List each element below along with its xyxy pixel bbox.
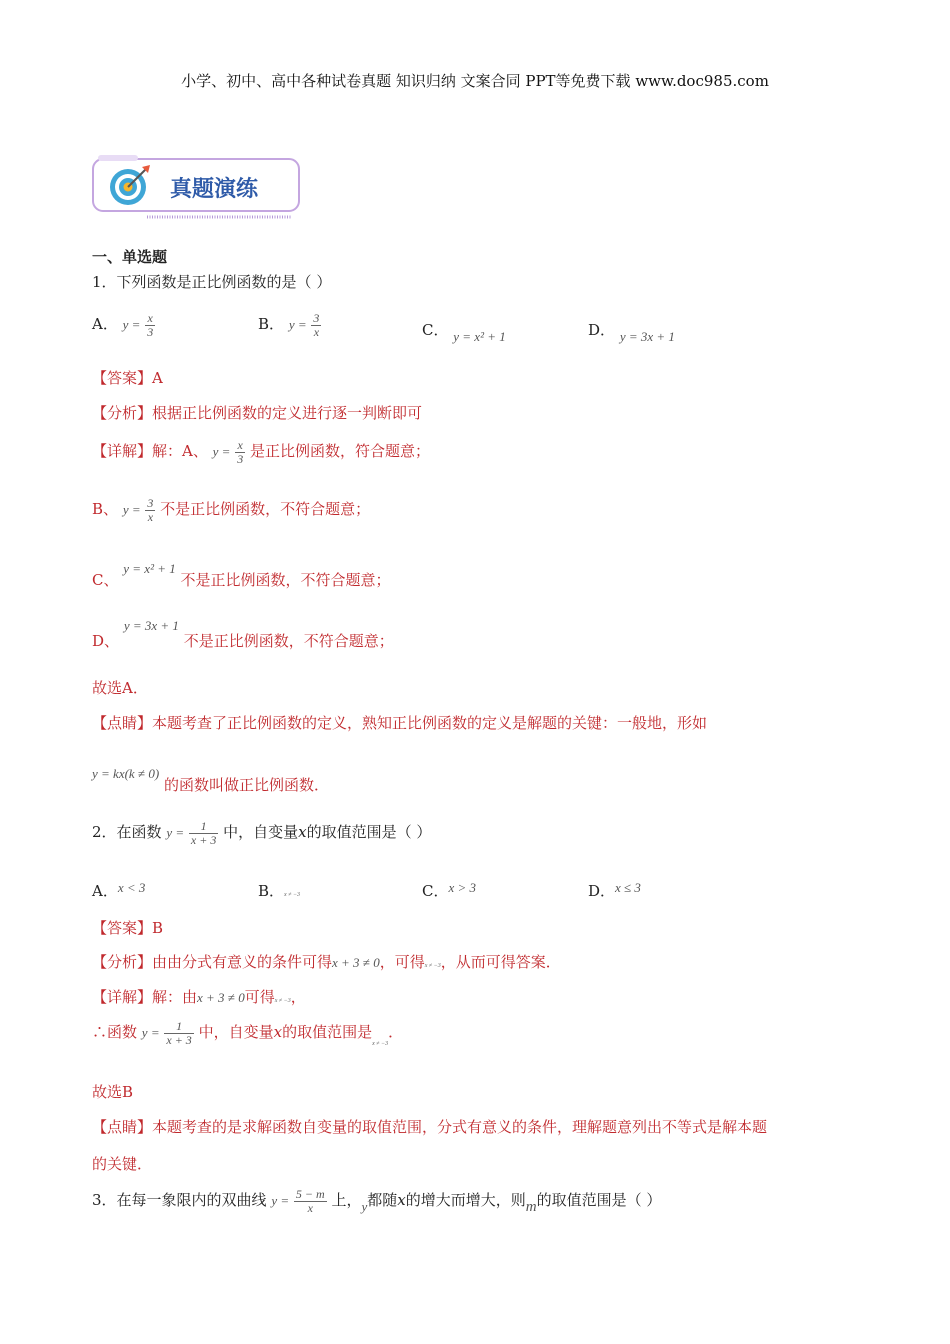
q1-comment: 【点睛】本题考查了正比例函数的定义，熟知正比例函数的定义是解题的关键：一般地，形如	[92, 714, 708, 732]
q1-detail-a: 【详解】解：A、 y = $\frac{x}{3}$ 是正比例函数，符合题意；	[92, 438, 430, 466]
q1-detail-d: D、 y = 3x + 1 不是正比例函数，不符合题意；	[92, 618, 394, 650]
q3-stem: 3．在每一象限内的双曲线 y = $\frac{5 - m}{x}$ 上，y都随x的增大而增大，则m的取值范围是（ ）	[92, 1187, 662, 1216]
option-math: y =	[288, 317, 307, 333]
section-banner	[92, 155, 302, 221]
option-label: B．	[258, 315, 285, 334]
option-label: C．	[422, 321, 449, 339]
q1-option-a: A． y = $\frac{x}{3}$	[92, 311, 154, 339]
q1-detail-c: C、 y = x² + 1 不是正比例函数，不符合题意；	[92, 561, 391, 589]
q2-comment-line2: 的关键．	[92, 1155, 153, 1173]
q1-option-d	[588, 319, 675, 344]
option-math: y =	[122, 317, 141, 333]
q2-analysis: 【分析】由由分式有意义的条件可得x + 3 ≠ 0，可得x ≠ −3，从而可得答案．	[92, 953, 561, 971]
q1-comment-tail: y = kx(k ≠ 0) 的函数叫做正比例函数．	[92, 766, 329, 794]
q1-conclusion: 故选A．	[92, 679, 148, 697]
q2-option-d: D．x ≤ 3	[588, 880, 641, 900]
q1-answer: 【答案】A	[92, 369, 163, 387]
page-header: 小学、初中、高中各种试卷真题 知识归纳 文案合同 PPT等免费下载 www.doc985.com	[181, 72, 769, 90]
q2-option-c: C．x > 3	[422, 880, 477, 900]
option-math: y = 3x + 1	[619, 329, 675, 344]
q2-option-a: A．x < 3	[92, 880, 146, 900]
q1-option-c	[422, 319, 506, 344]
q1-stem: 1．下列函数是正比例函数的是（ ）	[92, 273, 332, 291]
option-math: y = x² + 1	[453, 329, 506, 344]
q1-analysis: 【分析】根据正比例函数的定义进行逐一判断即可	[92, 404, 423, 422]
q2-comment-line1: 【点睛】本题考查的是求解函数自变量的取值范围，分式有意义的条件，理解题意列出不等式是解本题	[92, 1118, 768, 1136]
option-label: D．	[588, 321, 616, 339]
q2-detail: 【详解】解：由x + 3 ≠ 0可得x ≠ −3，	[92, 988, 306, 1006]
banner-title: 真题演练	[170, 177, 259, 202]
q2-stem: 2．在函数 y = $\frac{1}{x + 3}$ 中，自变量x的取值范围是（ ）	[92, 819, 432, 847]
option-label: A．	[92, 315, 118, 334]
q1-option-b: B． y = $\frac{3}{x}$	[258, 311, 320, 339]
target-icon	[104, 163, 154, 211]
q2-option-b: B．x ≠ −3	[258, 882, 301, 900]
q1-detail-b: B、 y = $\frac{3}{x}$ 不是正比例函数，不符合题意；	[92, 496, 371, 524]
q2-conclusion: 故选B	[92, 1083, 134, 1101]
q2-answer: 【答案】B	[92, 919, 164, 937]
q2-therefore: ∴函数 y = $\frac{1}{x + 3}$ 中，自变量x的取值范围是$_{x \ne -3}$．	[92, 1019, 404, 1048]
section-title: 一、单选题	[92, 248, 168, 266]
